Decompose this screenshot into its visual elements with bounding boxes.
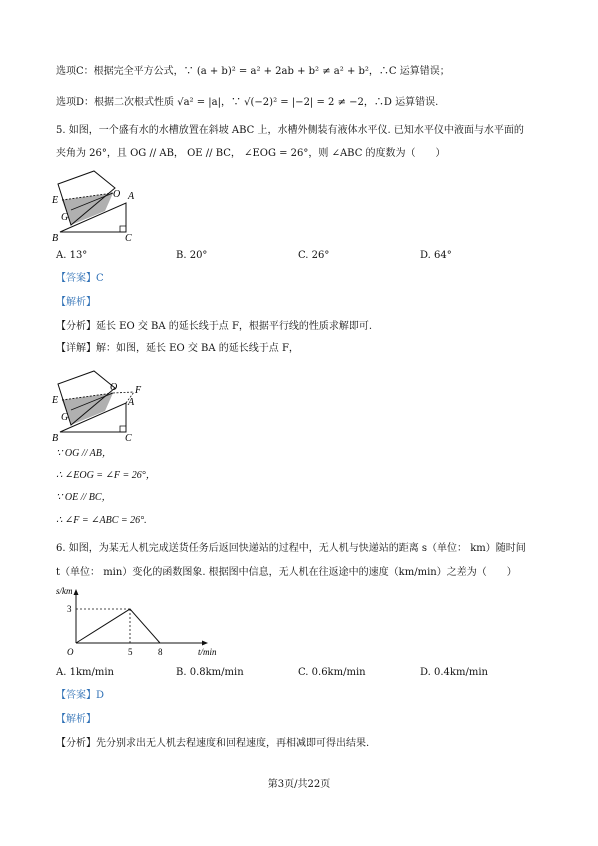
q6-analysis-heading: 【解析】 — [56, 714, 96, 725]
proof-step-1: ∵ OG // AB， — [56, 448, 112, 459]
label-a: A — [128, 397, 135, 408]
q5-option-d: D. 64° — [420, 250, 452, 261]
q5-analysis: 【分析】延长 EO 交 BA 的延长线于点 F，根据平行线的性质求解即可. — [56, 321, 373, 332]
q5-solution-figure — [52, 360, 152, 446]
label-t-axis: t/min — [198, 647, 217, 657]
q5-option-a: A. 13° — [56, 250, 88, 261]
q6-option-c: C. 0.6km/min — [298, 667, 366, 678]
q6-analysis: 【分析】先分别求出无人机去程速度和回程速度，再相减即可得出结果. — [56, 738, 370, 749]
option-c-analysis: 选项C：根据完全平方公式，∵ (a + b)² = a² + 2ab + b² ≠ a² + b²，∴C 运算错误； — [56, 66, 450, 77]
label-s-axis: s/km — [56, 586, 73, 596]
label-e: E — [52, 395, 59, 406]
proof-step-2: ∴ ∠EOG = ∠F = 26°， — [56, 470, 156, 481]
label-g: G — [61, 412, 69, 423]
q6-option-b: B. 0.8km/min — [176, 667, 244, 678]
proof-step-4: ∴ ∠F = ∠ABC = 26°. — [56, 515, 147, 526]
q5-figure — [52, 160, 142, 246]
q6-stem-line2: t（单位： min）变化的函数图象. 根据图中信息，无人机在往返途中的速度（km/min）之差为（ ） — [56, 567, 517, 578]
label-origin: O — [67, 647, 74, 657]
q6-option-d: D. 0.4km/min — [420, 667, 488, 678]
right-angle-mark — [120, 426, 126, 432]
label-f: F — [135, 385, 142, 396]
label-a: A — [128, 191, 135, 202]
label-o: O — [113, 189, 121, 200]
page-footer: 第3页/共22页 — [267, 779, 331, 790]
q5-answer: 【答案】C — [56, 273, 104, 284]
label-t-5: 5 — [128, 647, 133, 657]
t-axis-arrow — [202, 641, 208, 646]
label-o: O — [110, 382, 118, 393]
s-axis-arrow — [74, 589, 79, 595]
q5-stem-line1: 5. 如图，一个盛有水的水槽放置在斜坡 ABC 上，水槽外侧装有液体水平仪. 已知水平仪中液面与水平面的 — [56, 125, 524, 136]
q6-graph — [52, 585, 217, 660]
label-e: E — [52, 195, 59, 206]
proof-step-3: ∵ OE // BC， — [56, 492, 112, 503]
label-b: B — [52, 433, 59, 444]
label-c: C — [125, 233, 132, 244]
right-angle-mark — [120, 226, 126, 232]
q5-detail: 【详解】解：如图，延长 EO 交 BA 的延长线于点 F， — [56, 343, 299, 354]
label-c: C — [125, 433, 132, 444]
label-b: B — [52, 233, 59, 244]
q5-stem-line2: 夹角为 26°，且 OG // AB， OE // BC， ∠EOG = 26°，则 ∠ABC 的度数为（ ） — [56, 148, 446, 159]
option-d-analysis: 选项D：根据二次根式性质 √a² = |a|，∵ √(−2)² = |−2| = 2 ≠ −2，∴D 运算错误. — [56, 97, 439, 108]
distance-line — [76, 609, 160, 643]
q5-option-c: C. 26° — [298, 250, 330, 261]
q6-stem-line1: 6. 如图，为某无人机完成送货任务后返回快递站的过程中，无人机与快递站的距离 s（单位： km）随时间 — [56, 543, 526, 554]
label-t-8: 8 — [158, 647, 163, 657]
q5-analysis-heading: 【解析】 — [56, 297, 96, 308]
label-g: G — [61, 212, 69, 223]
label-s-3: 3 — [67, 604, 72, 614]
q5-option-b: B. 20° — [176, 250, 208, 261]
q6-option-a: A. 1km/min — [56, 667, 114, 678]
q6-answer: 【答案】D — [56, 690, 105, 701]
